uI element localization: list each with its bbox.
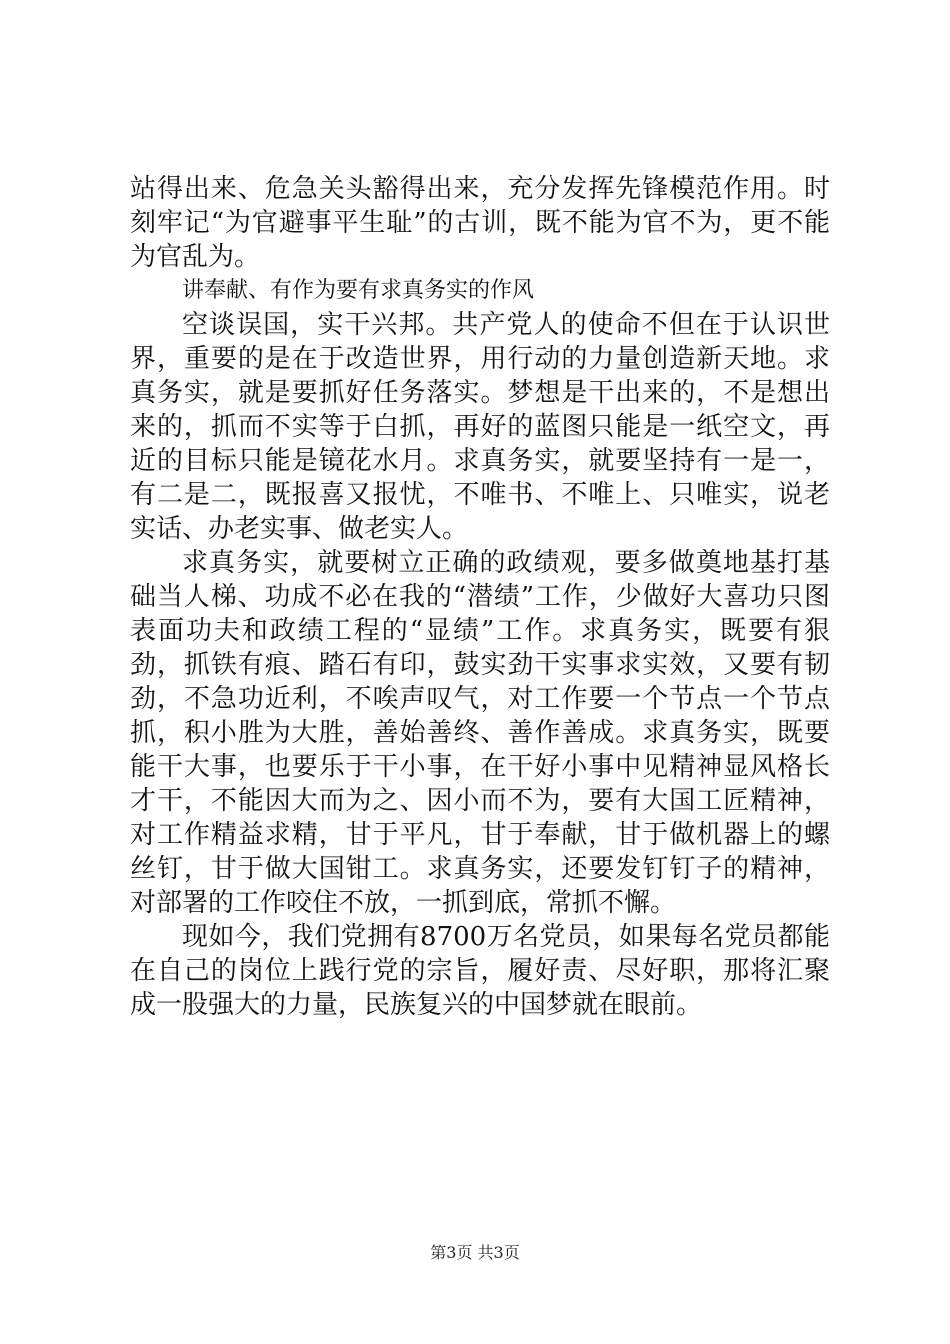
paragraph-pragmatism: 空谈误国，实干兴邦。共产党人的使命不但在于认识世界，重要的是在于改造世界，用行动的力量创造新天地。求真务实，就是要抓好任务落实。梦想是干出来的，不是想出来的，抓而不实等于白抓，再好的蓝图只能是一纸空文，再近的目标只能是镜花水月。求真务实，就要坚持有一是一，有二是二，既报喜又报忧，不唯书、不唯上、只唯实，说老实话、办老实事、做老实人。 [130, 310, 830, 544]
paragraph-continuation: 站得出来、危急关头豁得出来，充分发挥先锋模范作用。时刻牢记“为官避事平生耻”的古训，既不能为官不为，更不能为官乱为。 [130, 174, 830, 272]
section-heading: 讲奉献、有作为要有求真务实的作风 [182, 278, 535, 303]
paragraph-conclusion: 现如今，我们党拥有8700万名党员，如果每名党员都能在自己的岗位上践行党的宗旨，履好责、尽好职，那将汇聚成一股强大的力量，民族复兴的中国梦就在眼前。 [130, 922, 830, 1020]
paragraph-performance-view: 求真务实，就要树立正确的政绩观，要多做奠地基打基础当人梯、功成不必在我的“潜绩”工作，少做好大喜功只图表面功夫和政绩工程的“显绩”工作。求真务实，既要有狠劲，抓铁有痕、踏石有印，鼓实劲干实事求实效，又要有韧劲，不急功近利，不唉声叹气，对工作要一个节点一个节点抓，积小胜为大胜，善始善终、善作善成。求真务实，既要能干大事，也要乐于干小事，在干好小事中见精神显风格长才干，不能因大而为之、因小而不为，要有大国工匠精神，对工作精益求精，甘于平凡，甘于奉献，甘于做机器上的螺丝钉，甘于做大国钳工。求真务实，还要发钉钉子的精神，对部署的工作咬住不放，一抓到底，常抓不懈。 [130, 548, 830, 918]
page-footer: 第3页 共3页 [430, 1243, 520, 1262]
document-body [130, 172, 830, 1022]
